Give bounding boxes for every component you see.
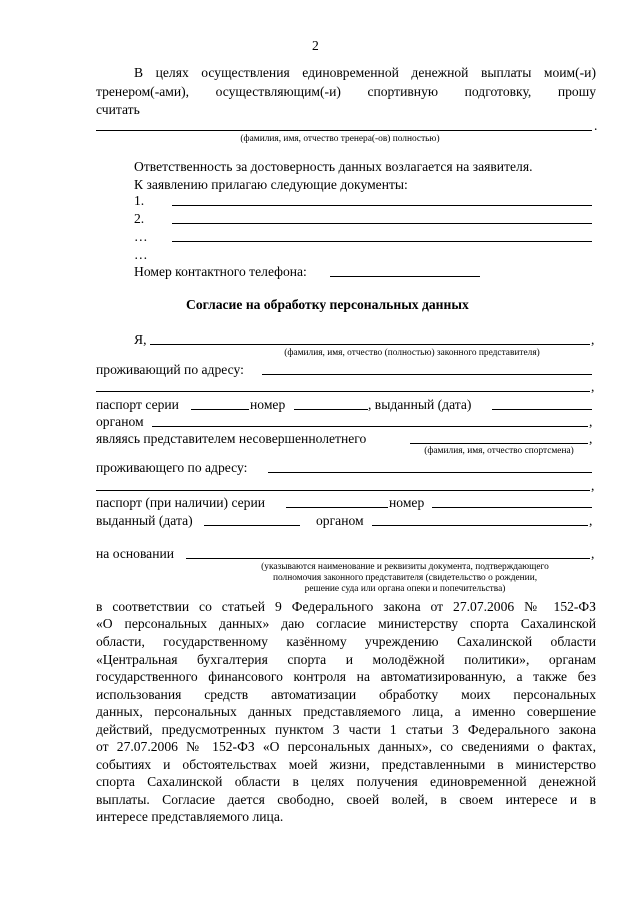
intro-line-3: считать [96,102,140,117]
attach-item-3: … [134,229,148,244]
athlete-address-comma: , [591,478,595,493]
passport-number-field[interactable] [294,409,368,410]
phone-label: Номер контактного телефона: [134,264,307,279]
consent-line: от 27.07.2006 № 152-ФЗ «О персональных данных», со сведениями о фактах, [96,739,596,754]
athlete-passport-number-label: номер [389,495,425,510]
basis-label: на основании [96,546,175,561]
passport-series-label: паспорт серии [96,397,179,412]
authority-label: органом [96,414,144,429]
intro-line-2: тренером(-ами), осуществляющим(-и) спортивную подготовку, прошу [96,84,596,99]
consent-line: использования средств автоматизации обработку моих персональных [96,687,596,702]
athlete-issued-label: выданный (дата) [96,513,193,528]
attach-item-2: 2. [134,211,145,226]
athlete-passport-series-field[interactable] [286,507,388,508]
athlete-authority-label: органом [316,513,364,528]
passport-issued-field[interactable] [492,409,592,410]
athlete-address-label: проживающего по адресу: [96,460,248,475]
authority-comma: , [589,414,593,429]
consent-line: выплаты. Согласие дается свободно, своей волей, в своем интересе и в [96,792,596,807]
rep-name-comma: , [591,332,595,347]
consent-title: Согласие на обработку персональных данных [186,297,469,312]
athlete-passport-number-field[interactable] [432,507,592,508]
page-number: 2 [312,38,319,53]
athlete-passport-label: паспорт (при наличии) серии [96,495,266,510]
consent-line: событиях и обстоятельствах моей жизни, представленными в министерство [96,757,596,772]
passport-series-field[interactable] [191,409,249,410]
basis-field[interactable] [186,558,590,559]
basis-caption-3: решение суда или органа опеки и попечительства) [304,584,506,594]
rep-name-caption: (фамилия, имя, отчество (полностью) законного представителя) [284,348,540,358]
consent-line: действий, предусмотренных пунктом 3 части 1 статьи 3 Федерального закона [96,722,596,737]
address-label: проживающий по адресу: [96,362,244,377]
responsibility-text: Ответственность за достоверность данных возлагается на заявителя. [134,159,533,174]
trainer-name-field[interactable] [96,130,592,131]
attach-label: К заявлению прилагаю следующие документы: [134,177,408,192]
attach-field-2[interactable] [172,223,592,224]
consent-line: данных, персональных данных представляемого лица, а именно совершение [96,704,596,719]
attach-field-3[interactable] [172,241,592,242]
trainer-field-dot: . [594,118,598,133]
passport-number-label: номер [250,397,286,412]
consent-line: в соответствии со статьей 9 Федерального закона от 27.07.2006 № 152-ФЗ [96,599,596,614]
attach-item-1: 1. [134,193,145,208]
address-comma: , [591,379,595,394]
consent-line: области, государственному казённому учреждению Сахалинской области [96,634,596,649]
consent-line: интересе представляемого лица. [96,809,284,824]
consent-line: «О персональных данных» даю согласие министерству спорта Сахалинской [96,616,596,631]
basis-caption-2: полномочия законного представителя (свидетельство о рождении, [272,573,538,583]
trainer-caption: (фамилия, имя, отчество тренера(-ов) полностью) [240,134,440,144]
rep-name-field[interactable] [150,344,590,345]
basis-caption-1: (указываются наименование и реквизиты документа, подтверждающего [261,562,549,572]
athlete-authority-comma: , [589,513,593,528]
athlete-issued-field[interactable] [204,525,300,526]
athlete-address-field-2[interactable] [96,490,590,491]
basis-comma: , [591,546,595,561]
intro-line-1: В целях осуществления единовременной денежной выплаты моим(-и) [134,65,596,80]
athlete-name-comma: , [589,431,593,446]
i-label: Я, [134,332,147,347]
authority-field[interactable] [152,426,588,427]
athlete-authority-field[interactable] [372,525,588,526]
passport-issued-label: , выданный (дата) [368,397,472,412]
attach-item-4: … [134,247,148,262]
rep-address-field-1[interactable] [262,374,592,375]
consent-line: «Центральная бухгалтерия спорта и молодёжной политики», органам [96,652,596,667]
athlete-name-field[interactable] [410,443,588,444]
consent-line: спорта Сахалинской области в целях получения единовременной денежной [96,774,596,789]
athlete-address-field-1[interactable] [268,472,592,473]
rep-address-field-2[interactable] [96,391,590,392]
athlete-caption: (фамилия, имя, отчество спортсмена) [424,446,574,456]
phone-field[interactable] [330,276,480,277]
consent-line: государственного финансового контроля на автоматизированную, а также без [96,669,596,684]
being-rep-label: являясь представителем несовершеннолетнего [96,431,367,446]
attach-field-1[interactable] [172,205,592,206]
